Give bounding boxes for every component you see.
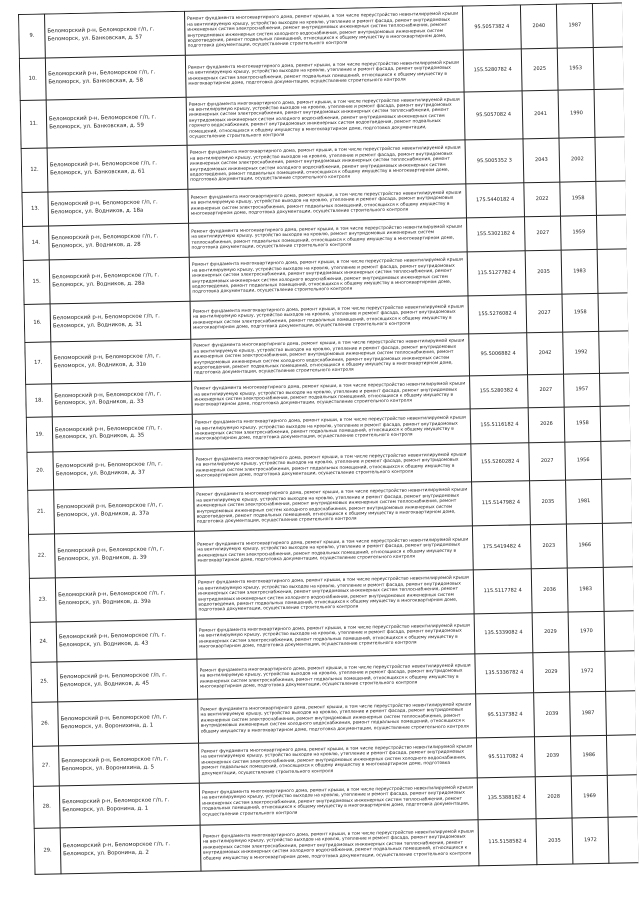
- address-cell: Беломорский р-н, Беломорское г/п, г. Беломорск, ул. Воронина, д. 1: [59, 783, 200, 828]
- build-year-cell: 1956: [565, 441, 602, 480]
- works-description-cell: Ремонт фундамента многоквартирного дома, ремонт крыши, в том числе переустройство невентилируемой крыши на вентилируемую крышу, устройство выходов на кровлю, утепление и ремонт фасада, ремонт внутридомовых инженерных систем электроснабжения, ремонт подвальных помещений, относящихся к общему имуществу в многоквартирном доме, подготовка документации, осуществление строительного контроля: [192, 409, 471, 449]
- planned-year-cell: 2039: [534, 692, 571, 737]
- code-cell: 115.5117782 4: [473, 569, 532, 614]
- empty-cell: [593, 47, 624, 90]
- empty-cell: [592, 3, 623, 48]
- address-cell: Беломорский р-н, Беломорское г/п, г. Беломорск, ул. Водников, д. 39: [54, 531, 195, 578]
- row-number-cell: 16.: [24, 304, 51, 342]
- planned-year-cell: 2027: [529, 442, 566, 481]
- build-year-cell: 1972: [572, 817, 609, 864]
- build-year-cell: 1981: [566, 479, 603, 524]
- empty-cell: [594, 89, 625, 138]
- works-description-cell: Ремонт фундамента многоквартирного дома, ремонт крыши, в том числе переустройство невентилируемой крыши на вентилируемую крышу, устройство выходов на кровлю, утепление и ремонт фасада, ремонт внутридомовых инженерных систем электроснабжения, ремонт подвальных помещений, относящихся к общему имуществу в многоквартирном доме, подготовка документации, осуществление строительного контроля: [188, 184, 467, 223]
- works-description-cell: Ремонт фундамента многоквартирного дома, ремонт крыши, в том числе переустройство невентилируемой крыши на вентилируемую крышу, устройство выходов на кровлю, утепление и ремонт фасада, ремонт внутридомовых инженерных систем электроснабжения, ремонт внутридомовых инженерных систем теплоснабжения, ремонт внутридомовых инженерных систем холодного водоснабжения, ремонт внутридомовых инженерных систем водоотведения, ремонт подвальных помещений, относящихся к общему имуществу в многоквартирном доме, подготовка документации, осуществление строительного контроля: [187, 140, 466, 189]
- code-cell: 115.5158582 4: [478, 819, 537, 866]
- row-number-cell: 20.: [27, 452, 54, 490]
- planned-year-cell: 2042: [527, 332, 564, 375]
- planned-year-cell: 2041: [522, 90, 559, 139]
- planned-year-cell: 2027: [526, 294, 563, 333]
- works-description-cell: Ремонт фундамента многоквартирного дома, ремонт крыши, в том числе переустройство невентилируемой крыши на вентилируемую крышу, устройство выходов на кровлю, утепление и ремонт фасада, ремонт внутридомовых инженерных систем электроснабжения, ремонт подвальных помещений, относящихся к общему имуществу в многоквартирном доме, подготовка документации, осуществление строительного контроля: [192, 376, 471, 414]
- empty-cell: [604, 611, 635, 652]
- build-year-cell: 1966: [566, 523, 603, 568]
- planned-year-cell: 2029: [532, 612, 569, 653]
- works-description-cell: Ремонт фундамента многоквартирного дома, ремонт крыши, в том числе переустройство невентилируемой крыши на вентилируемую крышу, устройство выходов на кровлю, утепление и ремонт фасада, ремонт внутридомовых инженерных систем электроснабжения, ремонт подвальных помещений, относящихся к общему имуществу в многоквартирном доме, подготовка документации, осуществление строительного контроля: [197, 654, 476, 699]
- works-description-cell: Ремонт фундамента многоквартирного дома, ремонт крыши, в том числе переустройство невентилируемой крыши на вентилируемую крышу, устройство выходов на кровлю, утепление и ремонт фасада, ремонт внутридомовых инженерных систем электроснабжения, ремонт подвальных помещений, относящихся к общему имуществу в многоквартирном доме, подготовка документации, осуществление строительного контроля: [185, 50, 464, 97]
- build-year-cell: 1970: [568, 611, 605, 652]
- code-cell: 115.5147982 4: [472, 481, 531, 526]
- row-number-cell: 9.: [19, 14, 46, 58]
- works-description-cell: Ремонт фундамента многоквартирного дома, ремонт крыши, в том числе переустройство невентилируемой крыши на вентилируемую крышу, устройство выходов на кровлю, утепление и ремонт фасада, ремонт внутридомовых инженерных систем электроснабжения, ремонт подвальных помещений, относящихся к общему имуществу в многоквартирном доме, подготовка документации, осуществление строительного контроля: [194, 526, 473, 575]
- build-year-cell: 1958: [562, 293, 599, 332]
- repair-program-table: [18, 2, 639, 874]
- row-number-cell: 23.: [29, 578, 56, 622]
- build-year-cell: 1990: [558, 89, 595, 138]
- empty-cell: [600, 406, 631, 442]
- code-cell: 155.5260282 4: [471, 443, 530, 482]
- address-cell: Беломорский р-н, Беломорское г/п, г. Беломорск, ул. Водников, д. 31: [50, 301, 191, 342]
- code-cell: 135.5336782 4: [475, 653, 534, 694]
- row-number-cell: 27.: [33, 746, 60, 786]
- empty-cell: [600, 373, 631, 407]
- works-description-cell: Ремонт фундамента многоквартирного дома, ремонт крыши, в том числе переустройство невентилируемой крыши на вентилируемую крышу, устройство выходов на кровлю, утепление и ремонт фасада, ремонт внутридомовых инженерных систем электроснабжения, ремонт подвальных помещений, относящихся к общему имуществу в многоквартирном доме, подготовка документации, осуществление строительного контроля: [193, 444, 472, 487]
- code-cell: 95.5057082 4: [464, 91, 523, 140]
- build-year-cell: 1972: [569, 651, 606, 692]
- works-description-cell: Ремонт фундамента многоквартирного дома, ремонт крыши, в том числе переустройство невентилируемой крыши на вентилируемую крышу, устройство выходов на кровлю, утепление и ремонт фасада, ремонт внутридомовых инженерных систем электроснабжения, ремонт внутридомовых инженерных систем теплоснабжения, ремонт внутридомовых инженерных систем холодного водоснабжения, ремонт подвальных помещений, относящихся к общему имуществу в многоквартирном доме, подготовка документации, осуществление строительного контроля: [198, 694, 477, 743]
- address-cell: Беломорский р-н, Беломорское г/п, г. Беломорск, ул. Водников, д. 45: [57, 659, 198, 702]
- empty-cell: [602, 479, 633, 524]
- empty-cell: [607, 775, 638, 818]
- empty-cell: [603, 567, 634, 612]
- planned-year-cell: 2022: [524, 182, 561, 217]
- code-cell: 95.5006882 4: [469, 333, 528, 376]
- address-cell: Беломорский р-н, Беломорское г/п, г. Беломорск, ул. Воронина, д. 2: [60, 825, 201, 874]
- row-number-cell: 28.: [33, 786, 60, 828]
- build-year-cell: 1953: [557, 47, 594, 90]
- build-year-cell: 1992: [563, 331, 600, 374]
- empty-cell: [605, 651, 636, 692]
- empty-cell: [602, 523, 633, 568]
- empty-cell: [598, 293, 629, 332]
- address-cell: Беломорский р-н, Беломорское г/п, г. Беломорск, ул. Воронихина, д. 1: [58, 699, 199, 746]
- planned-year-cell: 2028: [535, 776, 572, 819]
- works-description-cell: Ремонт фундамента многоквартирного дома, ремонт крыши, в том числе переустройство невентилируемой крыши на вентилируемую крышу, устройство выходов на кровлю, утепление и ремонт фасада, ремонт внутридомовых инженерных систем электроснабжения, ремонт внутридомовых инженерных систем теплоснабжения, ремонт внутридомовых инженерных систем холодного водоснабжения, ремонт внутридомовых инженерных систем водоотведения, ремонт подвальных помещений, относящихся к общему имуществу в многоквартирном доме, подготовка документации, осуществление строительного контроля: [189, 252, 468, 301]
- row-number-cell: 24.: [30, 622, 57, 662]
- address-cell: Беломорский р-н, Беломорское г/п, г. Беломорск, ул. Банковская, д. 57: [45, 11, 186, 58]
- planned-year-cell: 2026: [528, 407, 565, 443]
- planned-year-cell: 2043: [523, 138, 560, 183]
- code-cell: 95.5057382 4: [462, 5, 521, 50]
- planned-year-cell: 2035: [525, 250, 562, 295]
- code-cell: 175.5440182 4: [466, 183, 525, 218]
- code-cell: 115.5127782 4: [467, 251, 526, 296]
- row-number-cell: 19.: [26, 417, 53, 452]
- works-description-cell: Ремонт фундамента многоквартирного дома, ремонт крыши, в том числе переустройство невентилируемой крыши на вентилируемую крышу, устройство выходов на кровлю, утепление и ремонт фасада, ремонт внутридомовых инженерных систем электроснабжения, ремонт внутридомовых инженерных систем теплоснабжения, ремонт подвальных помещений, относящихся к общему имуществу в многоквартирном доме, подготовка документации, осуществление строительного контроля: [199, 778, 478, 825]
- empty-cell: [606, 691, 637, 736]
- code-cell: 95.5137382 4: [476, 693, 535, 738]
- address-cell: Беломорский р-н, Беломорское г/п, г. Беломорск, ул. Банковская, д. 58: [45, 55, 186, 100]
- address-cell: Беломорский р-н, Беломорское г/п, г. Беломорск, ул. Водников, д. 37: [53, 449, 194, 490]
- planned-year-cell: 2036: [531, 568, 568, 613]
- planned-year-cell: 2025: [521, 48, 558, 91]
- code-cell: 135.5388182 4: [477, 777, 536, 820]
- row-number-cell: 26.: [32, 702, 59, 746]
- address-cell: Беломорский р-н, Беломорское г/п, г. Беломорск, ул. Водников, д. 33: [52, 381, 193, 417]
- build-year-cell: 1987: [556, 3, 593, 48]
- works-description-cell: Ремонт фундамента многоквартирного дома, ремонт крыши, в том числе переустройство невентилируемой крыши на вентилируемую крышу, устройство выходов на кровлю, утепление и ремонт фасада, ремонт внутридомовых инженерных систем электроснабжения, ремонт внутридомовых инженерных систем холодного водоснабжения, ремонт подвальных помещений, относящихся к общему имуществу в многоквартирном доме, подготовка документации, осуществление строительного контроля: [199, 738, 478, 783]
- row-number-cell: 18.: [26, 384, 53, 417]
- code-cell: 95.5005352 3: [465, 139, 524, 184]
- row-number-cell: 17.: [25, 342, 52, 384]
- planned-year-cell: 2023: [530, 524, 567, 569]
- build-year-cell: 1983: [567, 567, 604, 612]
- build-year-cell: 1987: [570, 691, 607, 736]
- works-description-cell: Ремонт фундамента многоквартирного дома, ремонт крыши, в том числе переустройство невентилируемой крыши на вентилируемую крышу, устройство выходов на кровлю, утепление и ремонт фасада, ремонт внутридомовых инженерных систем электроснабжения, ремонт подвальных помещений, относящихся к общему имуществу в многоквартирном доме, подготовка документации, осуществление строительного контроля: [196, 614, 475, 659]
- row-number-cell: 22.: [28, 534, 55, 578]
- planned-year-cell: 2035: [536, 818, 573, 865]
- planned-year-cell: 2027: [528, 374, 565, 408]
- empty-cell: [596, 215, 627, 250]
- empty-cell: [601, 441, 632, 480]
- works-description-cell: Ремонт фундамента многоквартирного дома, ремонт крыши, в том числе переустройство невентилируемой крыши на вентилируемую крышу, устройство выходов на кровлю, утепление и ремонт фасада, ремонт внутридомовых инженерных систем электроснабжения, ремонт внутридомовых инженерных систем теплоснабжения, ремонт внутридомовых инженерных систем холодного водоснабжения, ремонт внутридомовых инженерных систем горячего водоснабжения, ремонт внутридомовых инженерных систем водоотведения, ремонт подвальных помещений, относящихся к общему имуществу в многоквартирном доме, подготовка документации, осуществление строительного контроля: [186, 92, 465, 145]
- works-description-cell: Ремонт фундамента многоквартирного дома, ремонт крыши, в том числе переустройство невентилируемой крыши на вентилируемую крышу, устройство выходов на кровлю, утепление и ремонт фасада, ремонт внутридомовых инженерных систем электроснабжения, ремонт внутридомовых инженерных систем теплоснабжения, ремонт внутридомовых инженерных систем холодного водоснабжения, ремонт подвальных помещений, относящихся к общему имуществу в многоквартирном доме, подготовка документации, осуществление строительного контроля: [200, 820, 479, 871]
- code-cell: 155.5280382 4: [470, 375, 529, 409]
- works-description-cell: Ремонт фундамента многоквартирного дома, ремонт крыши, в том числе переустройство невентилируемой крыши на вентилируемую крышу, устройство выходов на кровлю, утепление и ремонт фасада, ремонт внутридомовых инженерных систем электроснабжения, ремонт внутридомовых инженерных систем теплоснабжения, ремонт внутридомовых инженерных систем холодного водоснабжения, ремонт внутридомовых инженерных систем водоотведения, ремонт подвальных помещений, относящихся к общему имуществу в многоквартирном доме, подготовка документации, осуществление строительного контроля: [184, 6, 463, 55]
- code-cell: 155.5280782 4: [463, 49, 522, 92]
- code-cell: 95.5117082 4: [476, 737, 535, 778]
- address-cell: Беломорский р-н, Беломорское г/п, г. Беломорск, ул. Водников, д. 35: [52, 414, 193, 452]
- empty-cell: [599, 331, 630, 374]
- empty-cell: [606, 735, 637, 776]
- code-cell: 155.5302182 4: [466, 217, 525, 252]
- row-number-cell: 29.: [34, 828, 61, 874]
- address-cell: Беломорский р-н, Беломорское г/п, г. Беломорск, ул. Водников, д. 28а: [49, 257, 190, 304]
- row-number-cell: 15.: [23, 260, 50, 304]
- planned-year-cell: 2039: [534, 736, 571, 777]
- row-number-cell: 11.: [20, 100, 47, 148]
- works-description-cell: Ремонт фундамента многоквартирного дома, ремонт крыши, в том числе переустройство невентилируемой крыши на вентилируемую крышу, устройство выходов на кровлю, ремонт внутридомовых инженерных систем теплоснабжения, ремонт подвальных помещений, относящихся к общему имуществу в многоквартирном доме, подготовка документации, осуществление строительного контроля: [189, 218, 468, 257]
- code-cell: 155.5116182 4: [470, 408, 529, 444]
- planned-year-cell: 2029: [533, 652, 570, 693]
- build-year-cell: 1969: [571, 775, 608, 818]
- address-cell: Беломорский р-н, Беломорское г/п, г. Беломорск, ул. Водников, д. 37а: [54, 487, 195, 534]
- address-cell: Беломорский р-н, Беломорское г/п, г. Беломорск, ул. Воронихина, д. 5: [59, 743, 200, 786]
- build-year-cell: 1986: [570, 735, 607, 776]
- code-cell: 175.5419482 4: [472, 525, 531, 570]
- works-description-cell: Ремонт фундамента многоквартирного дома, ремонт крыши, в том числе переустройство невентилируемой крыши на вентилируемую крышу, устройство выходов на кровлю, утепление и ремонт фасада, ремонт внутридомовых инженерных систем электроснабжения, ремонт внутридомовых инженерных систем теплоснабжения, ремонт внутридомовых инженерных систем холодного водоснабжения, ремонт внутридомовых инженерных систем водоотведения, ремонт подвальных помещений, относящихся к общему имуществу в многоквартирном доме, подготовка документации, осуществление строительного контроля: [195, 570, 474, 619]
- build-year-cell: 1958: [564, 406, 601, 442]
- code-cell: 135.5339082 4: [474, 613, 533, 654]
- works-description-cell: Ремонт фундамента многоквартирного дома, ремонт крыши, в том числе переустройство невентилируемой крыши на вентилируемую крышу, устройство выходов на кровлю, утепление и ремонт фасада, ремонт внутридомовых инженерных систем электроснабжения, ремонт внутридомовых инженерных систем теплоснабжения, ремонт внутридомовых инженерных систем холодного водоснабжения, ремонт внутридомовых инженерных систем водоотведения, ремонт подвальных помещений, относящихся к общему имуществу в многоквартирном доме, подготовка документации, осуществление строительного контроля: [194, 482, 473, 531]
- address-cell: Беломорский р-н, Беломорское г/п, г. Беломорск, ул. Водников, д. 43: [56, 619, 197, 662]
- planned-year-cell: 2035: [530, 480, 567, 525]
- works-description-cell: Ремонт фундамента многоквартирного дома, ремонт крыши, в том числе переустройство невентилируемой крыши на вентилируемую крышу, устройство выходов на кровлю, утепление и ремонт фасада, ремонт внутридомовых инженерных систем электроснабжения, ремонт подвальных помещений, относящихся к общему имуществу в многоквартирном доме, подготовка документации, осуществление строительного контроля: [190, 296, 469, 339]
- build-year-cell: 2002: [559, 137, 596, 182]
- table-body: [19, 3, 639, 874]
- row-number-cell: 14.: [23, 226, 50, 260]
- empty-cell: [595, 137, 626, 182]
- address-cell: Беломорский р-н, Беломорское г/п, г. Беломорск, ул. Водников, д. 28: [49, 223, 190, 260]
- row-number-cell: 21.: [28, 490, 55, 534]
- row-number-cell: 12.: [21, 148, 48, 192]
- build-year-cell: 1983: [561, 249, 598, 294]
- build-year-cell: 1958: [560, 181, 597, 216]
- code-cell: 155.5276082 4: [468, 295, 527, 334]
- empty-cell: [608, 817, 639, 864]
- planned-year-cell: 2040: [520, 4, 557, 49]
- address-cell: Беломорский р-н, Беломорское г/п, г. Беломорск, ул. Водников, д. 18а: [48, 189, 189, 226]
- address-cell: Беломорский р-н, Беломорское г/п, г. Беломорск, ул. Водников, д. 39а: [55, 575, 196, 622]
- build-year-cell: 1957: [564, 373, 601, 407]
- document-page: [18, 2, 639, 891]
- row-number-cell: 13.: [22, 192, 49, 226]
- planned-year-cell: 2027: [524, 216, 561, 251]
- row-number-cell: 25.: [31, 662, 58, 702]
- works-description-cell: Ремонт фундамента многоквартирного дома, ремонт крыши, в том числе переустройство невентилируемой крыши на вентилируемую крышу, устройство выходов на кровлю, утепление и ремонт фасада, ремонт внутридомовых инженерных систем электроснабжения, ремонт внутридомовых инженерных систем теплоснабжения, ремонт внутридомовых инженерных систем холодного водоснабжения, ремонт внутридомовых инженерных систем водоотведения, ремонт подвальных помещений, относящихся к общему имуществу в многоквартирном доме, подготовка документации, осуществление строительного контроля: [191, 334, 470, 381]
- empty-cell: [596, 181, 627, 216]
- address-cell: Беломорский р-н, Беломорское г/п, г. Беломорск, ул. Банковская, д. 59: [46, 97, 187, 148]
- address-cell: Беломорский р-н, Беломорское г/п, г. Беломорск, ул. Водников, д. 31в: [51, 339, 192, 384]
- empty-cell: [597, 249, 628, 294]
- build-year-cell: 1959: [560, 215, 597, 250]
- address-cell: Беломорский р-н, Беломорское г/п, г. Беломорск, ул. Банковская, д. 61: [47, 145, 188, 192]
- row-number-cell: 10.: [19, 58, 46, 100]
